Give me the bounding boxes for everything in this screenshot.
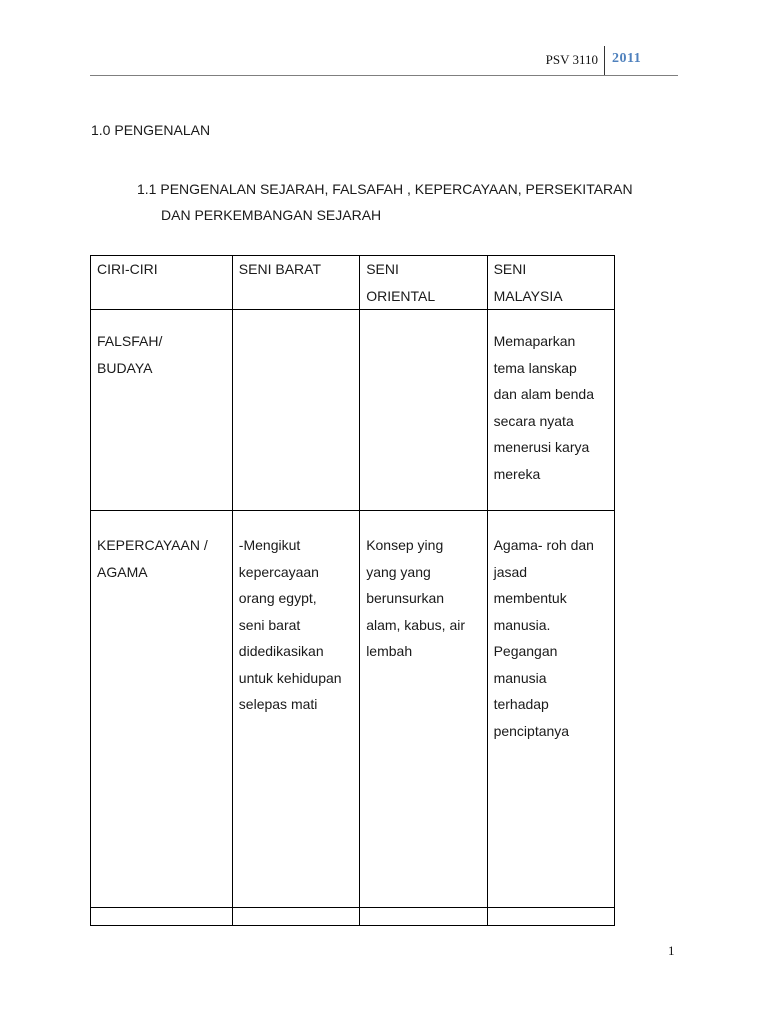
header-cell (360, 256, 487, 310)
subsection-heading-line-1: 1.1 PENGENALAN SEJARAH, FALSAFAH , KEPERCAYAAN, PERSEKITARAN (137, 181, 633, 197)
table-cell (91, 310, 233, 511)
header-divider (604, 46, 605, 76)
comparison-table (90, 255, 615, 926)
header-course-code: PSV 3110 (545, 52, 598, 67)
subsection-heading-line-2: DAN PERKEMBANGAN SEJARAH (161, 207, 382, 223)
header-cell-text: SENI BARAT (238, 261, 321, 277)
table-cell (360, 511, 487, 908)
table-cell (487, 511, 614, 908)
header-cell-text: SENI ORIENTAL (366, 261, 436, 304)
page-number: 1 (668, 943, 675, 958)
table-cell (487, 908, 614, 926)
table-cell (232, 511, 359, 908)
table-header-row (91, 256, 615, 310)
header-cell (487, 256, 614, 310)
table-cell (360, 908, 487, 926)
header-cell (91, 256, 233, 310)
header-year: 2011 (612, 51, 642, 66)
cell-text: KEPERCAYAAN / AGAMA (97, 537, 208, 580)
cell-text: -Mengikut kepercayaan orang egypt, seni barat didedikasikan untuk kehidupan selepas mati (238, 537, 342, 712)
section-heading: 1.0 PENGENALAN (91, 122, 211, 138)
header-cell-text: CIRI-CIRI (97, 261, 158, 277)
table-cell (91, 908, 233, 926)
table-cell (232, 310, 359, 511)
table-cell (91, 511, 233, 908)
cell-text: Memaparkan tema lanskap dan alam benda secara nyata menerusi karya mereka (493, 333, 594, 482)
table-row (91, 908, 615, 926)
header-cell-text: SENI MALAYSIA (493, 261, 563, 304)
table-row (91, 310, 615, 511)
header-cell (232, 256, 359, 310)
cell-text: FALSFAH/ BUDAYA (97, 333, 163, 376)
table-cell (360, 310, 487, 511)
cell-text: Agama- roh dan jasad membentuk manusia. Pegangan manusia terhadap penciptanya (493, 537, 594, 739)
header-rule (90, 75, 678, 76)
cell-text: Konsep ying yang yang berunsurkan alam, kabus, air lembah (366, 537, 466, 659)
table-cell (487, 310, 614, 511)
table-row (91, 511, 615, 908)
table-cell (232, 908, 359, 926)
subsection-heading (137, 176, 697, 228)
